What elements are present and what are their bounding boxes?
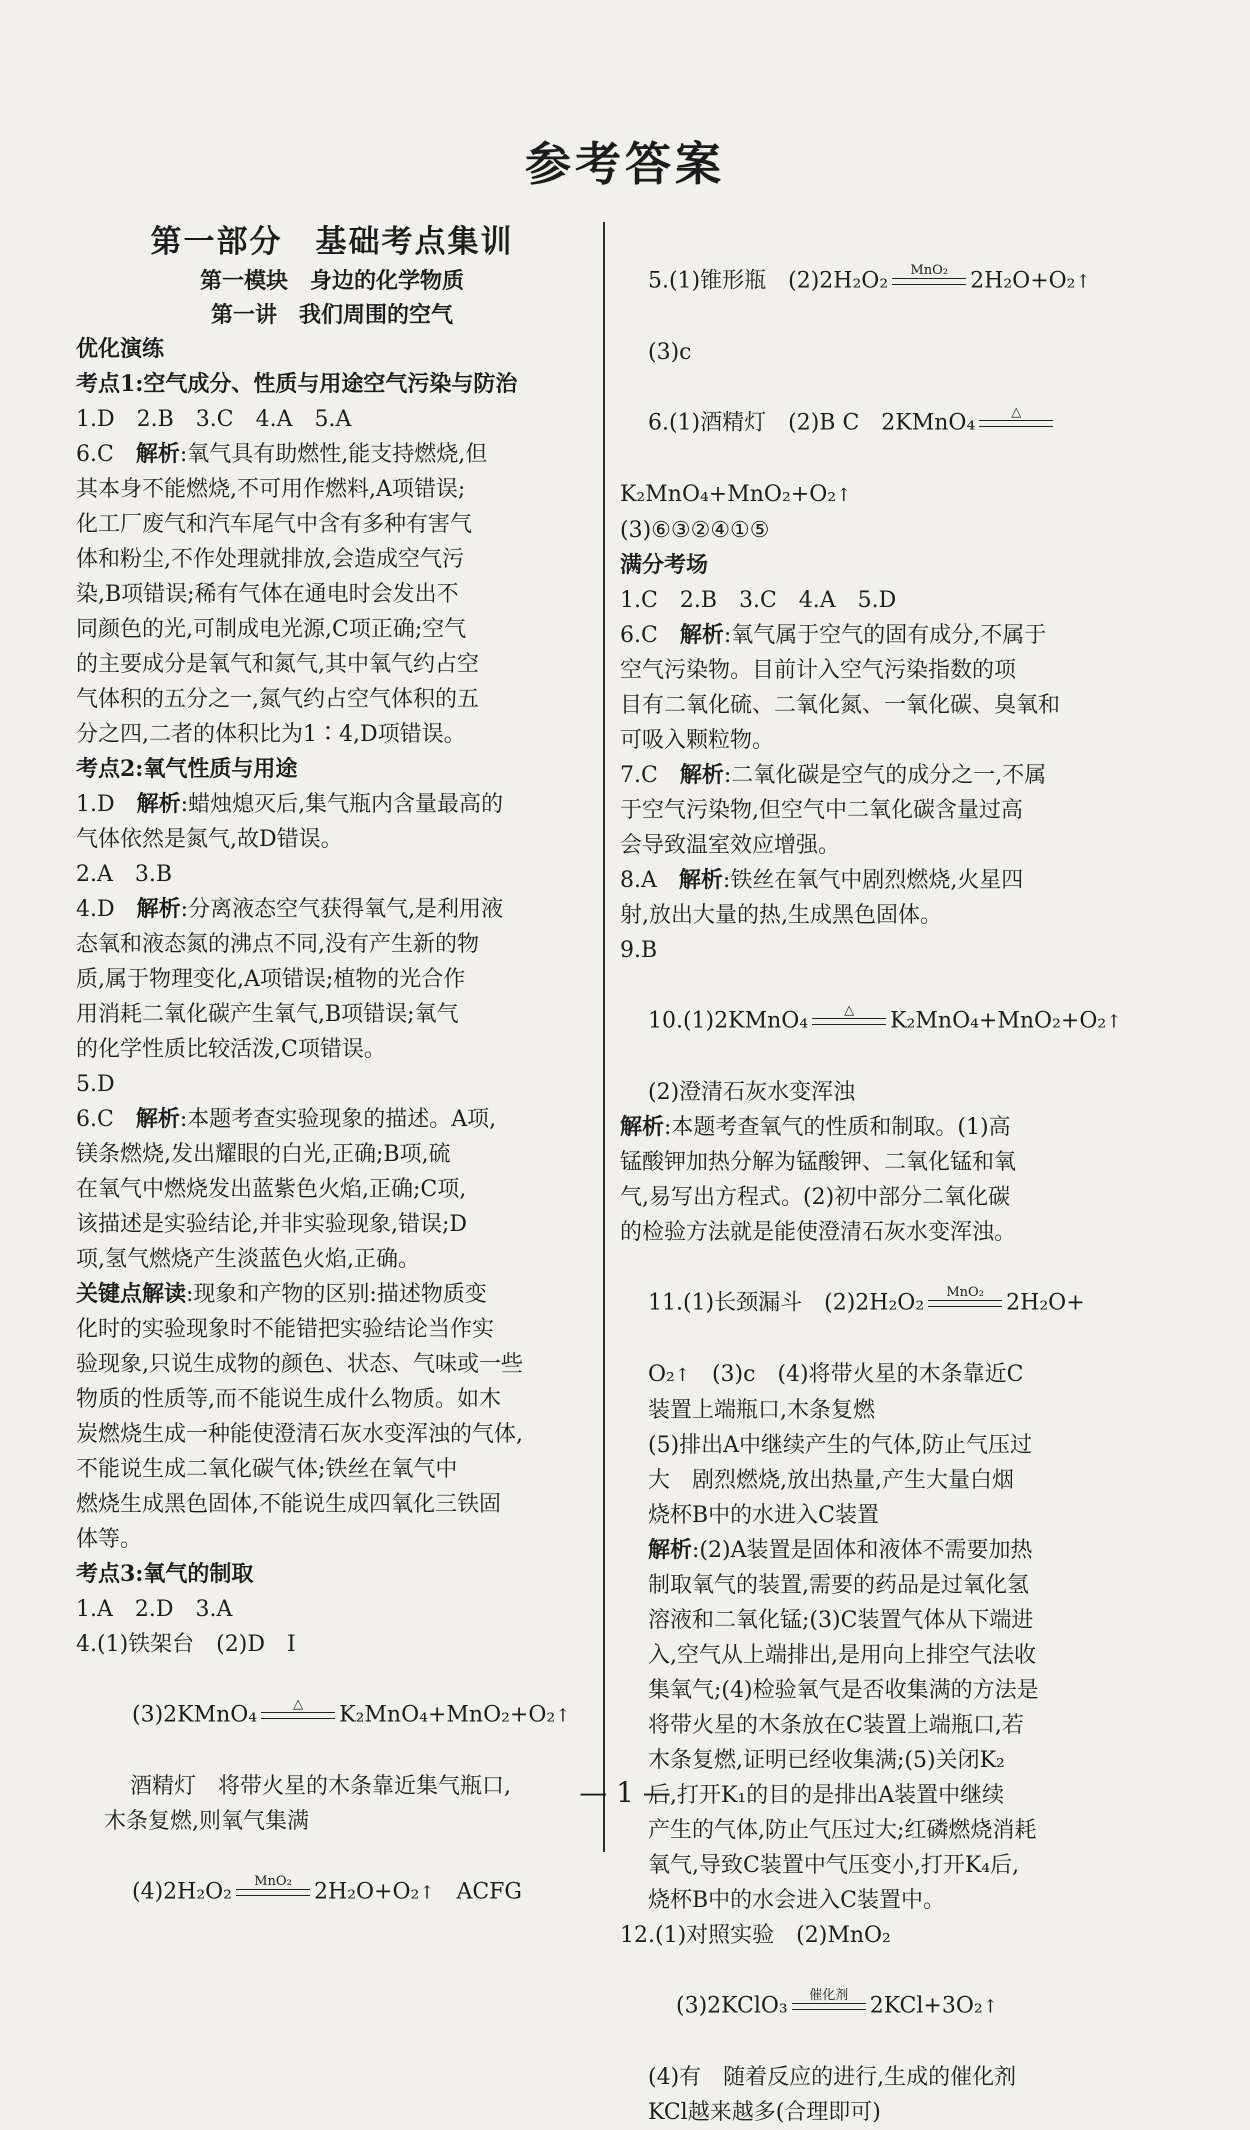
answer-line: 会导致温室效应增强。 [620,833,841,858]
gas-up-arrow-icon: ↑ [555,1705,571,1727]
answer-line: 的主要成分是氧气和氮气,其中氧气约占空 [76,652,479,677]
answer-line: 气体积的五分之一,氮气约占空气体积的五 [76,687,479,712]
equation-line: 11.(1)长颈漏斗 (2)2H₂O₂ MnO₂ 2H₂O+ [620,1250,1140,1357]
left-column [76,220,588,1946]
answer-line: 氧气,导致C装置中气压变小,打开K₄后, [648,1853,1020,1878]
page-number: — 1 — [579,1776,671,1809]
gas-up-arrow-icon: ↑ [419,1882,435,1904]
answer-line: 7.C 解析:二氧化碳是空气的成分之一,不属 [620,762,1047,788]
answer-line: 同颜色的光,可制成电光源,C项正确;空气 [76,617,467,642]
answer-line: 射,放出大量的热,生成黑色固体。 [620,903,942,928]
lecture-heading: 第一讲 我们周围的空气 [210,302,453,328]
answer-line: 项,氢气燃烧产生淡蓝色火焰,正确。 [76,1247,420,1272]
equation-line: 6.(1)酒精灯 (2)B C 2KMnO₄ △ [620,370,1140,477]
answer-line: 物质的性质等,而不能说生成什么物质。如木 [76,1387,501,1412]
answer-line: 锰酸钾加热分解为锰酸钾、二氧化锰和氧 [620,1150,1017,1175]
reaction-arrow: △ [979,405,1053,442]
section-heading: 满分考场 [620,552,709,578]
answer-line: 其本身不能燃烧,不可用作燃料,A项错误; [76,477,466,502]
equation-line: 5.(1)锥形瓶 (2)2H₂O₂ MnO₂ 2H₂O+O₂↑ [620,228,1140,335]
answer-line: 体和粉尘,不作处理就排放,会造成空气污 [76,547,464,572]
answer-line: 8.A 解析:铁丝在氧气中剧烈燃烧,火星四 [620,867,1024,893]
answer-line: 酒精灯 将带火星的木条靠近集气瓶口, [130,1774,511,1799]
module-heading: 第一模块 身边的化学物质 [199,268,464,294]
answer-line: 制取氧气的装置,需要的药品是过氧化氢 [648,1573,1029,1598]
gas-up-arrow-icon: ↑ [1075,271,1091,293]
answer-line: 镁条燃烧,发出耀眼的白光,正确;B项,硫 [76,1142,451,1167]
answer-line: 的检验方法就是能使澄清石灰水变浑浊。 [620,1220,1017,1245]
equation-line: (4)2H₂O₂ MnO₂ 2H₂O+O₂↑ ACFG [76,1839,588,1946]
part-heading: 第一部分 基础考点集训 [150,224,514,260]
reaction-arrow: △ [812,1003,886,1040]
answer-line: 验现象,只说生成物的颜色、状态、气味或一些 [76,1352,523,1377]
answer-line: 化时的实验现象时不能错把实验结论当作实 [76,1317,495,1342]
column-divider [603,222,605,1852]
answer-line: 分之四,二者的体积比为1∶4,D项错误。 [76,722,466,747]
answer-line: 4.D 解析:分离液态空气获得氧气,是利用液 [76,896,504,922]
answer-line: 关键点解读:现象和产物的区别:描述物质变 [76,1281,487,1307]
equation-line: (3)2KClO₃ 催化剂 2KCl+3O₂↑ [620,1953,1140,2060]
answer-line: 12.(1)对照实验 (2)MnO₂ [620,1923,891,1948]
answer-line: 5.D [76,1072,115,1097]
answer-line: 4.(1)铁架台 (2)D Ⅰ [76,1632,296,1657]
answer-line: (3)⑥③②④①⑤ [620,518,770,543]
equation-line: (3)2KMnO₄ △ K₂MnO₄+MnO₂+O₂↑ [76,1662,588,1769]
page-title: 参考答案 [525,137,725,191]
answer-line: 2.A 3.B [76,862,173,887]
answer-line: 不能说生成二氧化碳气体;铁丝在氧气中 [76,1457,458,1482]
gas-up-arrow-icon: ↑ [836,485,852,506]
reaction-arrow: MnO₂ [236,1874,310,1911]
answer-line: (4)有 随着反应的进行,生成的催化剂 [648,2065,1017,2090]
answer-line: 的化学性质比较活泼,C项错误。 [76,1037,386,1062]
answer-line: 大 剧烈燃烧,放出热量,产生大量白烟 [648,1468,1014,1493]
topic-heading: 考点1:空气成分、性质与用途空气污染与防治 [76,371,518,397]
answer-line: 染,B项错误;稀有气体在通电时会发出不 [76,582,459,607]
answer-line: 质,属于物理变化,A项错误;植物的光合作 [76,967,466,992]
answer-line: 目有二氧化硫、二氧化氮、一氧化碳、臭氧和 [620,693,1061,718]
answer-line: 溶液和二氧化锰;(3)C装置气体从下端进 [648,1608,1034,1633]
answer-line: (3)c [648,340,692,365]
answer-line: 燃烧生成黑色固体,不能说生成四氧化三铁固 [76,1492,501,1517]
answer-line: (2)澄清石灰水变浑浊 [648,1080,856,1105]
answer-line: 解析:本题考查氧气的性质和制取。(1)高 [620,1114,1011,1140]
answer-line: 将带火星的木条放在C装置上端瓶口,若 [648,1713,1024,1738]
answer-line: (5)排出A中继续产生的气体,防止气压过 [648,1433,1033,1458]
answer-line: 1.D 解析:蜡烛熄灭后,集气瓶内含量最高的 [76,791,504,817]
answer-line: 集氧气;(4)检验氧气是否收集满的方法是 [648,1678,1039,1703]
section-heading: 优化演练 [76,336,165,362]
answer-line: 1.A 2.D 3.A [76,1597,233,1622]
reaction-arrow: △ [261,1697,335,1734]
answer-line: 该描述是实验结论,并非实验现象,错误;D [76,1212,468,1237]
right-column [620,228,1140,2130]
answer-line: 化工厂废气和汽车尾气中含有多种有害气 [76,512,473,537]
answer-line: 用消耗二氧化碳产生氧气,B项错误;氧气 [76,1002,459,1027]
gas-up-arrow-icon: ↑ [1106,1011,1122,1033]
answer-line: 体等。 [76,1527,143,1552]
answer-line: 气,易写出方程式。(2)初中部分二氧化碳 [620,1185,1011,1210]
answer-line: KCl越来越多(合理即可) [648,2100,881,2125]
gas-up-arrow-icon: ↑ [674,1365,690,1386]
answer-line: 解析:(2)A装置是固体和液体不需要加热 [648,1537,1033,1563]
answer-line: 在氧气中燃烧发出蓝紫色火焰,正确;C项, [76,1177,467,1202]
answer-line: 装置上端瓶口,木条复燃 [648,1398,875,1423]
gas-up-arrow-icon: ↑ [982,1996,998,2018]
answer-line: 木条复燃,证明已经收集满;(5)关闭K₂ [648,1748,1005,1773]
answer-line: 1.C 2.B 3.C 4.A 5.D [620,588,897,613]
answer-line: 6.C 解析:氧气具有助燃性,能支持燃烧,但 [76,441,488,467]
reaction-arrow: MnO₂ [892,263,966,300]
answer-line: 后,打开K₁的目的是排出A装置中继续 [648,1783,1005,1808]
answer-line: O₂↑ (3)c (4)将带火星的木条靠近C [648,1362,1024,1387]
topic-heading: 考点2:氧气性质与用途 [76,756,298,782]
reaction-arrow: 催化剂 [792,1988,866,2025]
answer-line: 木条复燃,则氧气集满 [104,1809,309,1834]
answer-line: 6.C 解析:本题考查实验现象的描述。A项, [76,1106,497,1132]
answer-line: 炭燃烧生成一种能使澄清石灰水变浑浊的气体, [76,1422,523,1447]
answer-line: 空气污染物。目前计入空气污染指数的项 [620,658,1017,683]
answer-line: 可吸入颗粒物。 [620,728,775,753]
answer-line: 9.B [620,938,658,963]
answer-line: 于空气污染物,但空气中二氧化碳含量过高 [620,798,1023,823]
answer-line: 烧杯B中的水会进入C装置中。 [648,1888,946,1913]
reaction-arrow: MnO₂ [928,1285,1002,1322]
topic-heading: 考点3:氧气的制取 [76,1561,254,1587]
answer-line: 产生的气体,防止气压过大;红磷燃烧消耗 [648,1818,1037,1843]
answer-line: K₂MnO₄+MnO₂+O₂↑ [620,482,852,507]
answer-line: 6.C 解析:氧气属于空气的固有成分,不属于 [620,622,1047,648]
equation-line: 10.(1)2KMnO₄ △ K₂MnO₄+MnO₂+O₂↑ [620,968,1140,1075]
answer-line: 烧杯B中的水进入C装置 [648,1503,880,1528]
answer-line: 1.D 2.B 3.C 4.A 5.A [76,407,352,432]
answer-line: 气体依然是氮气,故D错误。 [76,827,343,852]
answer-line: 态氧和液态氮的沸点不同,没有产生新的物 [76,932,479,957]
answer-line: 入,空气从上端排出,是用向上排空气法收 [648,1643,1036,1668]
